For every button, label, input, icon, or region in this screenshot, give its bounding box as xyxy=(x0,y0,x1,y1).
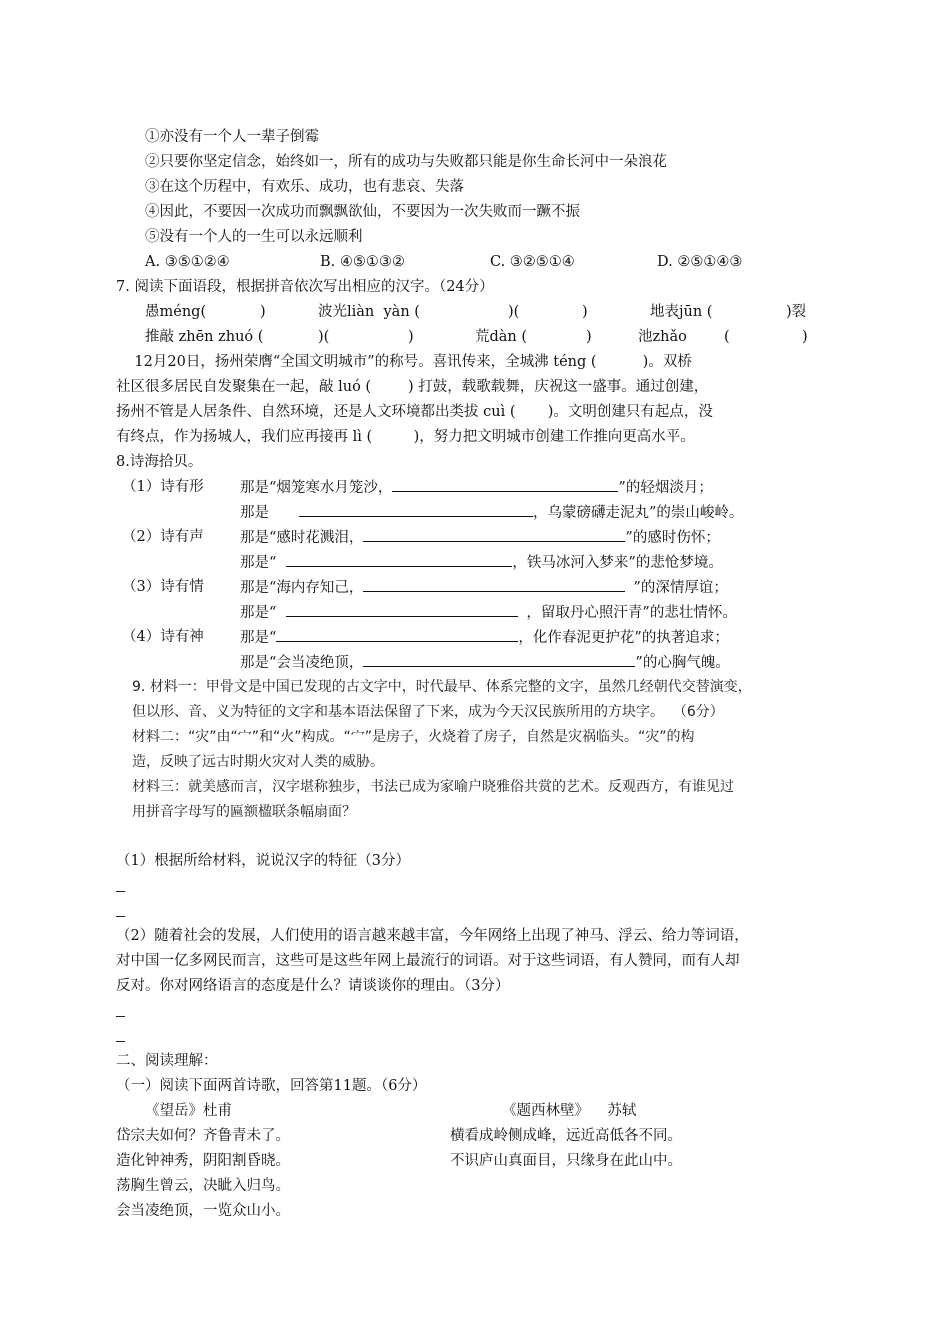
answer-blank[interactable] xyxy=(286,552,512,567)
q9-sub2-line-2: 对中国一亿多网民而言，这些可是这些年网上最流行的词语。对于这些词语，有人赞同，而有人却 xyxy=(116,953,740,969)
q7-r1-f: 地表jūn ( xyxy=(650,304,713,320)
answer-blank[interactable] xyxy=(363,527,625,542)
q8-g1-line1: 那是“烟笼寒水月笼沙， ”的轻烟淡月； xyxy=(240,477,713,498)
q7-r2-g: ( xyxy=(724,329,730,345)
answer-blank[interactable] xyxy=(276,627,518,642)
q7-r2-b: )( xyxy=(318,329,330,345)
answer-line[interactable] xyxy=(116,916,125,917)
answer-blank[interactable] xyxy=(299,502,533,517)
poem2-line-1: 横看成岭侧成峰，远近高低各不同。 xyxy=(450,1128,682,1144)
q8-g2-label: （2）诗有声 xyxy=(122,529,204,545)
q9-sub2-line-1: （2）随着社会的发展，人们使用的语言越来越丰富，今年网络上出现了神马、浮云、给力等词语， xyxy=(116,928,749,944)
q7-r1-d: )( xyxy=(508,304,520,320)
q7-para-1: 12月20日，扬州荣膺“全国文明城市”的称号。喜讯传来，全城沸 téng ( )。双桥 xyxy=(116,354,692,370)
q9-line-6: 用拼音字母写的匾额楹联条幅扇面？ xyxy=(132,804,356,820)
q6-item-3: ③在这个历程中，有欢乐、成功，也有悲哀、失落 xyxy=(145,179,464,195)
q7-r1-e: ) xyxy=(582,304,588,320)
q7-title: 7. 阅读下面语段，根据拼音依次写出相应的汉字。（24分） xyxy=(116,279,494,295)
answer-line[interactable] xyxy=(116,1016,125,1017)
answer-blank[interactable] xyxy=(286,602,518,617)
q7-para-4: 有终点，作为扬城人，我们应再接再 lì ( )，努力把文明城市创建工作推向更高水平。 xyxy=(116,429,695,445)
q7-r1-c: 波光liàn yàn ( xyxy=(318,304,420,320)
q6-item-4: ④因此，不要因一次成功而飘飘欲仙，不要因为一次失败而一蹶不振 xyxy=(145,204,580,220)
q6-option-a: A. ③⑤①②④ xyxy=(145,254,230,270)
q7-r2-e: ) xyxy=(586,329,592,345)
q7-para-3: 扬州不管是人居条件、自然环境，还是人文环境都出类拔 cuì ( )。文明创建只有起点，没 xyxy=(116,404,713,420)
poem1-line-3: 荡胸生曾云，决眦入归鸟。 xyxy=(116,1178,290,1194)
poem1-title: 《望岳》杜甫 xyxy=(145,1103,232,1119)
q6-item-2: ②只要你坚定信念，始终如一，所有的成功与失败都只能是你生命长河中一朵浪花 xyxy=(145,154,667,170)
q8-g4-label: （4）诗有神 xyxy=(122,629,204,645)
q8-g1-line2: 那是 ，乌蒙磅礴走泥丸”的崇山峻岭。 xyxy=(240,502,743,523)
poem1-line-1: 岱宗夫如何？齐鲁青未了。 xyxy=(116,1128,290,1144)
q9-line-2: 但以形、音、义为特征的文字和基本语法保留了下来，成为今天汉民族所用的方块字。 （6分） xyxy=(132,704,724,720)
answer-line[interactable] xyxy=(116,891,125,892)
answer-blank[interactable] xyxy=(363,577,625,592)
q7-r2-d: 荒dàn ( xyxy=(475,329,528,345)
q7-r1-b: ) xyxy=(260,304,266,320)
poem2-title: 《题西林壁》 苏轼 xyxy=(502,1103,637,1119)
q7-para-2: 社区很多居民自发聚集在一起，敲 luó ( ) 打鼓，载歌载舞，庆祝这一盛事。通过创建， xyxy=(116,379,709,395)
poem1-line-2: 造化钟神秀，阴阳割昏晓。 xyxy=(116,1153,290,1169)
q7-r2-a: 推敲 zhēn zhuó ( xyxy=(145,329,264,345)
q8-g1-label: （1）诗有形 xyxy=(122,479,204,495)
section2-title: 二、阅读理解： xyxy=(116,1053,218,1069)
q8-g3-label: （3）诗有情 xyxy=(122,579,204,595)
answer-line[interactable] xyxy=(116,1041,125,1042)
q6-item-1: ①亦没有一个人一辈子倒霉 xyxy=(145,129,319,145)
q9-line-3: 材料二：“灾”由“宀”和“火”构成。“宀”是房子，火烧着了房子，自然是灾祸临头。“灾”的构 xyxy=(132,729,695,745)
q8-g2-line2: 那是“ ，铁马冰河入梦来”的悲怆梦境。 xyxy=(240,552,723,573)
q9-line-1: 9. 材料一：甲骨文是中国已发现的古文字中，时代最早、体系完整的文字，虽然几经朝代交替演变， xyxy=(132,679,752,695)
poem2-line-2: 不识庐山真面目，只缘身在此山中。 xyxy=(450,1153,682,1169)
answer-blank[interactable] xyxy=(363,652,635,667)
q6-item-5: ⑤没有一个人的一生可以永远顺利 xyxy=(145,229,363,245)
q8-g4-line1: 那是“ ，化作春泥更护花”的执著追求； xyxy=(240,627,729,648)
q6-option-b: B. ④⑤①③② xyxy=(320,254,405,270)
q8-g4-line2: 那是“会当凌绝顶， ”的心胸气魄。 xyxy=(240,652,730,673)
q6-option-d: D. ②⑤①④③ xyxy=(657,254,743,270)
section2-sub: （一）阅读下面两首诗歌，回答第11题。（6分） xyxy=(116,1078,427,1094)
q7-r2-f: 池zhǎo xyxy=(638,329,687,345)
q7-r2-c: ) xyxy=(408,329,414,345)
q8-g2-line1: 那是“感时花溅泪， ”的感时伤怀； xyxy=(240,527,720,548)
q6-option-c: C. ③②⑤①④ xyxy=(490,254,575,270)
q7-r1-g: )裂 xyxy=(786,304,807,320)
q9-sub2-line-3: 反对。你对网络语言的态度是什么？请谈谈你的理由。（3分） xyxy=(116,978,510,994)
q8-g3-line1: 那是“海内存知己， ”的深情厚谊； xyxy=(240,577,728,598)
q8-title: 8.诗海拾贝。 xyxy=(116,454,203,470)
q7-r2-h: ) xyxy=(802,329,808,345)
q9-line-5: 材料三：就美感而言，汉字堪称独步，书法已成为家喻户晓雅俗共赏的艺术。反观西方，有谁见过 xyxy=(132,779,734,795)
q9-sub1: （1）根据所给材料，说说汉字的特征（3分） xyxy=(116,853,410,869)
q9-line-4: 造，反映了远古时期火灾对人类的威胁。 xyxy=(132,754,384,770)
q7-r1-a: 愚méng( xyxy=(145,304,207,320)
poem1-line-4: 会当凌绝顶，一览众山小。 xyxy=(116,1203,290,1219)
answer-blank[interactable] xyxy=(392,477,618,492)
q8-g3-line2: 那是“ ，留取丹心照汗青”的悲壮情怀。 xyxy=(240,602,737,623)
